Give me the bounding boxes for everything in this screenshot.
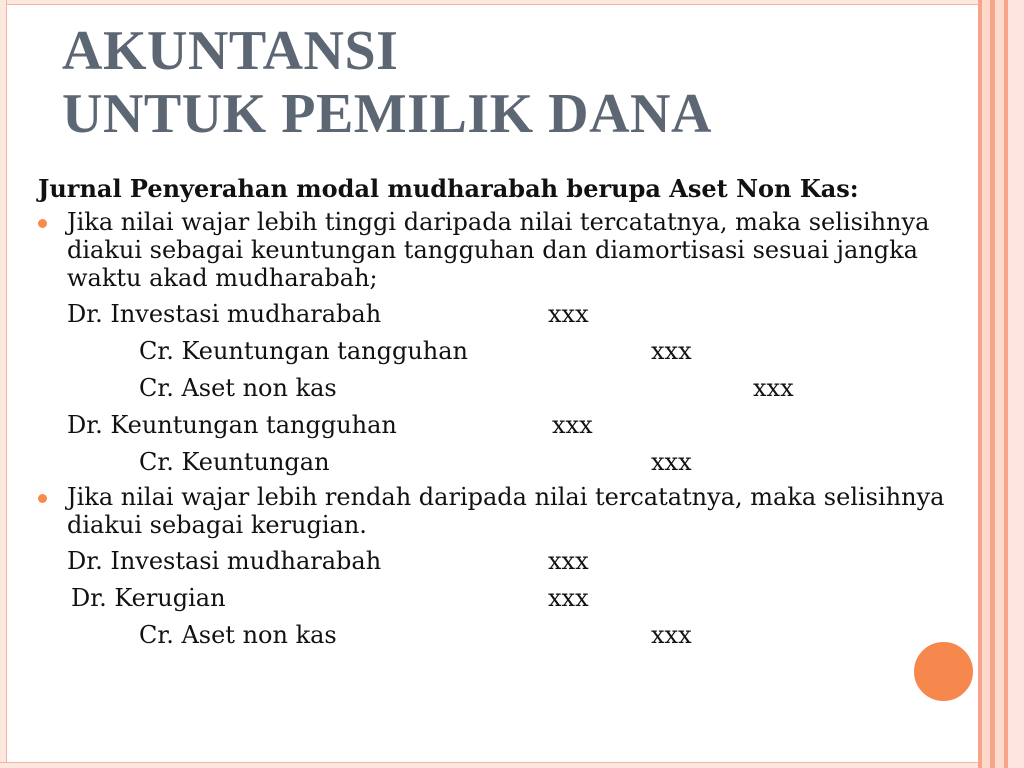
frame-top-border bbox=[0, 0, 1024, 5]
journal-account: Dr. Kerugian bbox=[71, 584, 226, 612]
journal-entry bbox=[38, 370, 998, 407]
frame-stripe bbox=[1008, 0, 1024, 768]
frame-left-border bbox=[0, 0, 7, 768]
slide-title-line1: AKUNTANSI bbox=[62, 20, 399, 82]
bullet-item bbox=[38, 208, 998, 292]
bullet-dot-icon bbox=[38, 494, 47, 503]
journal-account: Dr. Keuntungan tangguhan bbox=[67, 411, 397, 439]
bullet-item bbox=[38, 483, 998, 539]
journal-amount: xxx bbox=[548, 584, 589, 612]
journal-entry bbox=[38, 617, 998, 654]
journal-entry bbox=[38, 296, 998, 333]
journal-entry bbox=[38, 407, 998, 444]
journal-amount: xxx bbox=[552, 411, 593, 439]
journal-entry bbox=[38, 333, 998, 370]
journal-entry bbox=[38, 444, 998, 481]
journal-entry bbox=[38, 543, 998, 580]
slide-title-line2: UNTUK PEMILIK DANA bbox=[62, 83, 712, 145]
journal-account: Dr. Investasi mudharabah bbox=[67, 547, 382, 575]
journal-amount: xxx bbox=[548, 300, 589, 328]
journal-account: Cr. Keuntungan tangguhan bbox=[139, 337, 468, 365]
journal-account: Dr. Investasi mudharabah bbox=[67, 300, 382, 328]
journal-amount: xxx bbox=[651, 448, 692, 476]
journal-account: Cr. Aset non kas bbox=[139, 374, 337, 402]
bullet-dot-icon bbox=[38, 219, 47, 228]
journal-account: Cr. Aset non kas bbox=[139, 621, 337, 649]
bullet-text: Jika nilai wajar lebih tinggi daripada nilai tercatatnya, maka selisihnya diakui sebagai keuntungan tangguhan dan diamortisasi sesuai jangka waktu akad mudharabah; bbox=[67, 208, 930, 292]
journal-amount: xxx bbox=[651, 337, 692, 365]
bullet-text: Jika nilai wajar lebih rendah daripada nilai tercatatnya, maka selisihnya diakui sebagai kerugian. bbox=[67, 483, 945, 539]
slide-body bbox=[38, 172, 998, 654]
frame-bottom-border bbox=[0, 762, 1024, 768]
journal-amount: xxx bbox=[753, 374, 794, 402]
journal-account: Cr. Keuntungan bbox=[139, 448, 330, 476]
subheading: Jurnal Penyerahan modal mudharabah berupa Aset Non Kas: bbox=[38, 174, 859, 203]
slide-title bbox=[62, 20, 712, 146]
journal-amount: xxx bbox=[651, 621, 692, 649]
decorative-circle bbox=[912, 640, 975, 703]
journal-amount: xxx bbox=[548, 547, 589, 575]
journal-entry bbox=[38, 580, 998, 617]
